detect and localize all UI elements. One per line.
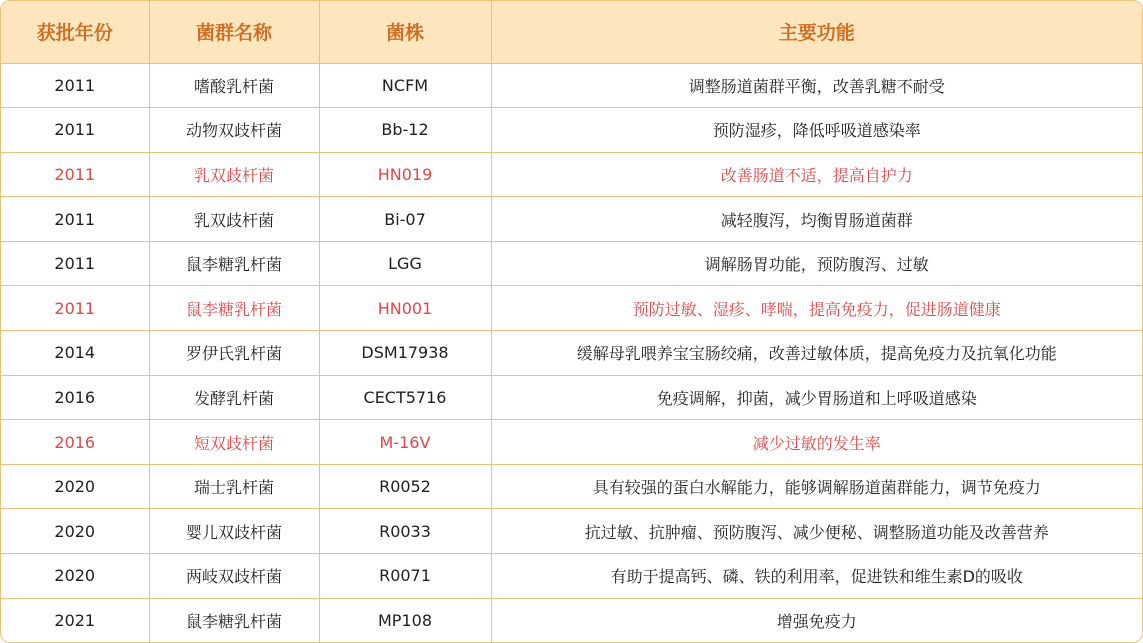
header-strain-group-name: 菌群名称 [149,1,319,63]
cell-strain: R0033 [319,509,491,554]
cell-strain: Bb-12 [319,108,491,153]
cell-function: 减少过敏的发生率 [491,420,1142,465]
cell-strain: R0071 [319,554,491,599]
cell-function: 抗过敏、抗肿瘤、预防腹泻、减少便秘、调整肠道功能及改善营养 [491,509,1142,554]
cell-year: 2011 [1,63,149,108]
cell-function: 调整肠道菌群平衡，改善乳糖不耐受 [491,63,1142,108]
table-row [1,152,1142,197]
cell-year: 2016 [1,375,149,420]
cell-year: 2021 [1,598,149,643]
cell-strain: HN001 [319,286,491,331]
cell-function: 改善肠道不适，提高自护力 [491,152,1142,197]
cell-function: 调解肠胃功能，预防腹泻、过敏 [491,241,1142,286]
cell-strain: CECT5716 [319,375,491,420]
cell-function: 缓解母乳喂养宝宝肠绞痛，改善过敏体质，提高免疫力及抗氧化功能 [491,331,1142,376]
table-row [1,375,1142,420]
cell-name: 两岐双歧杆菌 [149,554,319,599]
cell-function: 预防过敏、湿疹、哮喘，提高免疫力，促进肠道健康 [491,286,1142,331]
table-row [1,286,1142,331]
cell-strain: DSM17938 [319,331,491,376]
cell-function: 免疫调解，抑菌，减少胃肠道和上呼吸道感染 [491,375,1142,420]
header-main-function: 主要功能 [491,1,1142,63]
table-row [1,554,1142,599]
cell-year: 2011 [1,241,149,286]
table-row [1,108,1142,153]
cell-name: 鼠李糖乳杆菌 [149,241,319,286]
cell-year: 2014 [1,331,149,376]
cell-strain: R0052 [319,464,491,509]
cell-strain: Bi-07 [319,197,491,242]
table-row [1,241,1142,286]
cell-name: 罗伊氏乳杆菌 [149,331,319,376]
cell-strain: LGG [319,241,491,286]
cell-year: 2020 [1,464,149,509]
cell-function: 减轻腹泻，均衡胃肠道菌群 [491,197,1142,242]
cell-name: 嗜酸乳杆菌 [149,63,319,108]
cell-function: 有助于提高钙、磷、铁的利用率，促进铁和维生素D的吸收 [491,554,1142,599]
cell-function: 预防湿疹，降低呼吸道感染率 [491,108,1142,153]
table-header-row [1,1,1142,63]
cell-year: 2011 [1,108,149,153]
cell-year: 2016 [1,420,149,465]
cell-name: 鼠李糖乳杆菌 [149,286,319,331]
cell-name: 动物双歧杆菌 [149,108,319,153]
cell-name: 乳双歧杆菌 [149,152,319,197]
header-approval-year: 获批年份 [1,1,149,63]
table-row [1,331,1142,376]
cell-year: 2020 [1,554,149,599]
probiotic-strain-table [1,1,1142,643]
cell-year: 2011 [1,286,149,331]
table-row [1,464,1142,509]
cell-name: 乳双歧杆菌 [149,197,319,242]
header-strain: 菌株 [319,1,491,63]
cell-name: 婴儿双歧杆菌 [149,509,319,554]
cell-function: 增强免疫力 [776,612,857,632]
cell-year: 2020 [1,509,149,554]
table-row [1,63,1142,108]
table-row [1,509,1142,554]
cell-year: 2011 [1,197,149,242]
cell-name: 发酵乳杆菌 [149,375,319,420]
cell-name: 短双歧杆菌 [149,420,319,465]
cell-strain: NCFM [319,63,491,108]
table-row [1,197,1142,242]
cell-name: 瑞士乳杆菌 [149,464,319,509]
cell-year: 2011 [1,152,149,197]
cell-name: 鼠李糖乳杆菌 [149,598,319,643]
table-row [1,598,1142,643]
cell-function: 具有较强的蛋白水解能力，能够调解肠道菌群能力，调节免疫力 [491,464,1142,509]
table-row [1,420,1142,465]
cell-strain: M-16V [319,420,491,465]
cell-strain: MP108 [319,598,491,643]
cell-strain: HN019 [319,152,491,197]
